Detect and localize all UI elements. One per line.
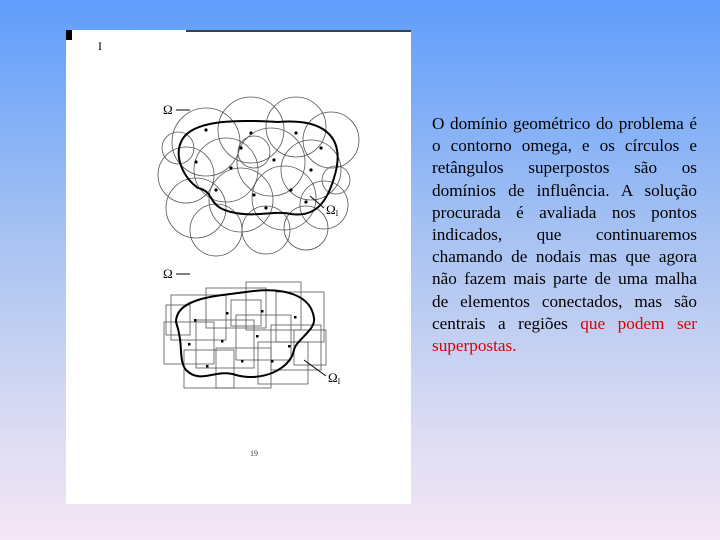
omega-label-top: Ω (163, 102, 173, 117)
description-main: O domínio geométrico do problema é o contorno omega, e os círculos e retângulos superpostos são os domínios de influência. A solução procurada é avaliada nos pontos indicados, que continuaremos chamando de nodais mas que agora não fazem mais parte de uma malha de elementos conectados, mas são centrais a regiões (432, 114, 697, 333)
nodal-points-bottom (188, 310, 297, 368)
meshless-domains-diagram (66, 30, 411, 504)
description-text (432, 113, 697, 357)
omega-i-label-bottom: ΩI (328, 370, 341, 386)
top-diagram (158, 97, 359, 256)
scanned-figure-page (66, 30, 411, 504)
bottom-diagram (163, 266, 341, 388)
scan-corner-mark (66, 30, 72, 40)
omega-i-bottom-leader (304, 360, 326, 376)
description-highlight: que podem ser superpostas. (432, 313, 697, 356)
scan-mark-text: I (98, 39, 102, 53)
omega-i-label-top: ΩI (326, 202, 339, 218)
page-number: 19 (250, 449, 258, 458)
omega-label-bottom: Ω (163, 266, 173, 281)
